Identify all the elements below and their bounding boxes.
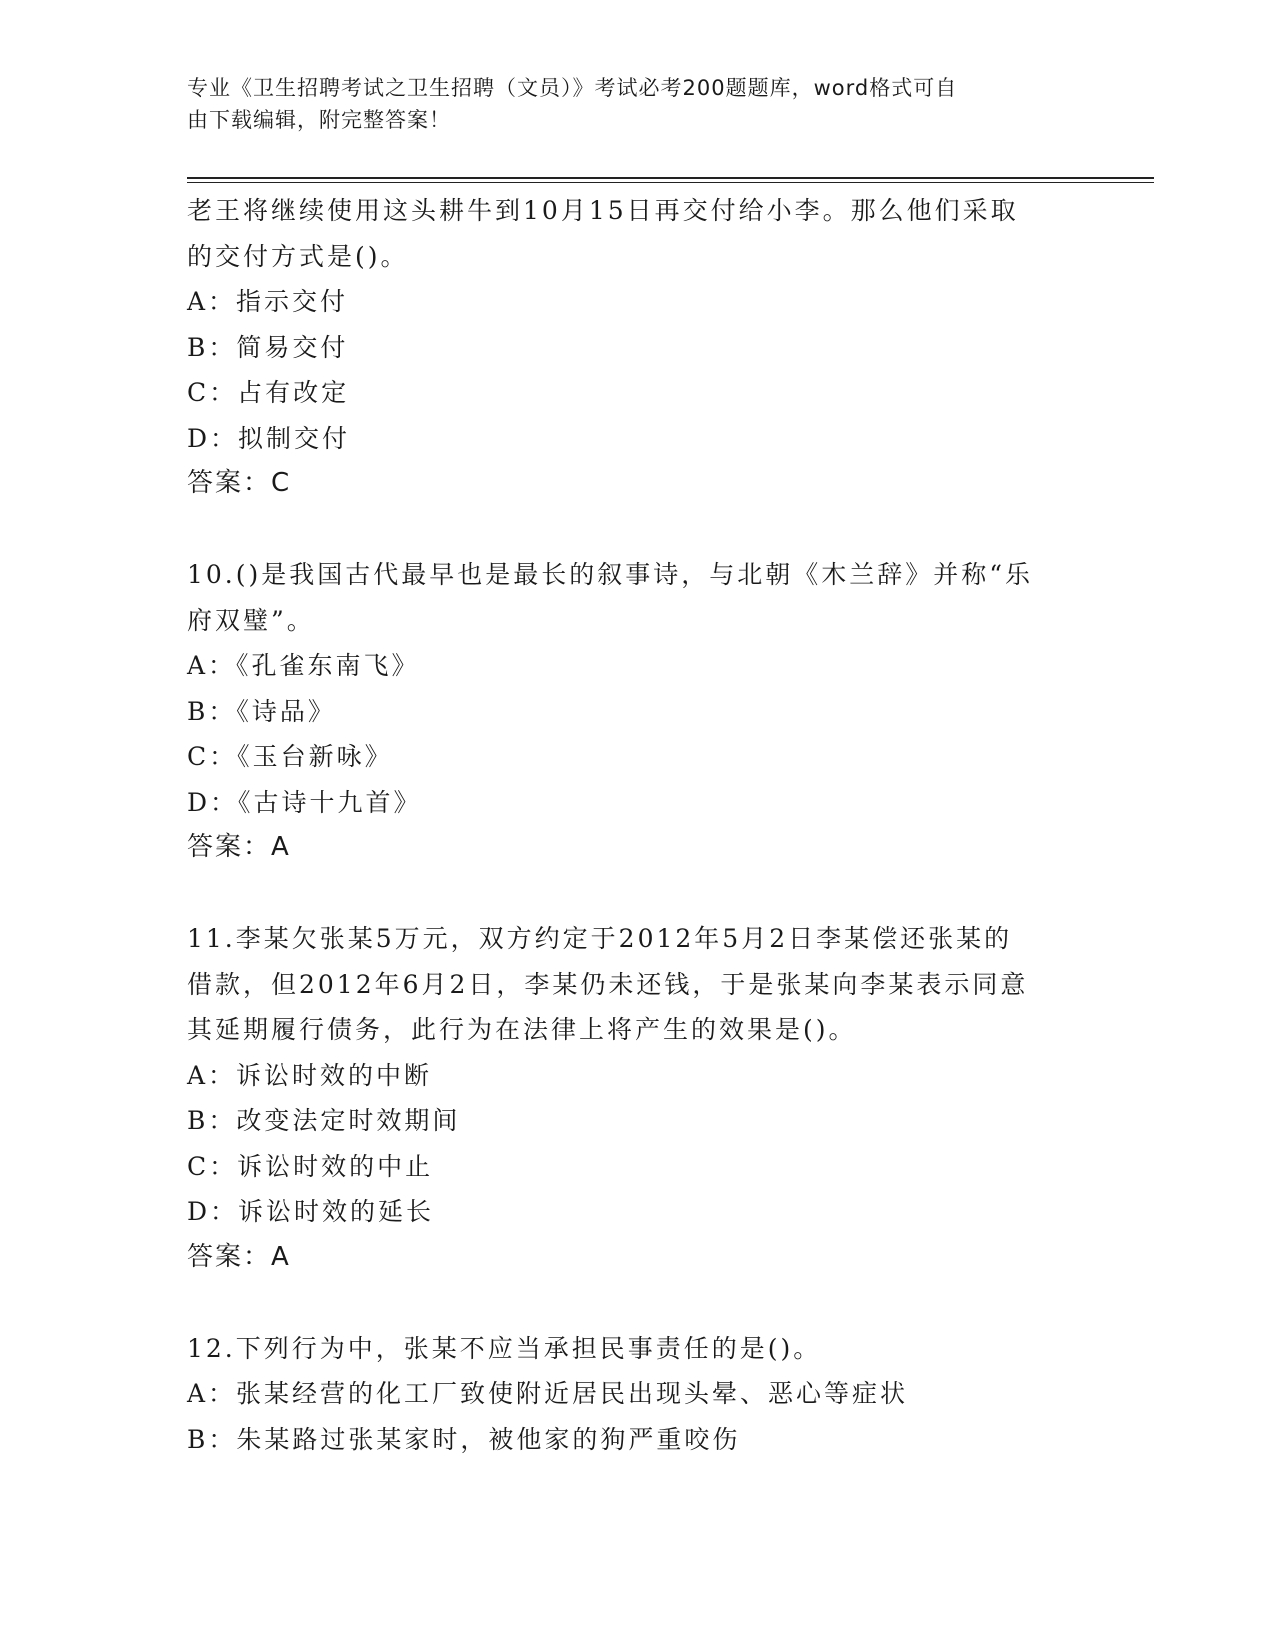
option-c: C：诉讼时效的中止 [187, 1151, 434, 1181]
question-list [187, 188, 1087, 1462]
spacer [187, 871, 1087, 917]
question-stem-line: 11.李某欠张某5万元，双方约定于2012年5月2日李某偿还张某的 [187, 924, 1013, 953]
question-stem-line: 老王将继续使用这头耕牛到10月15日再交付给小李。那么他们采取 [187, 196, 1019, 225]
header-line-2: 由下载编辑，附完整答案！ [187, 108, 451, 132]
question-stem-line: 的交付方式是()。 [187, 241, 409, 271]
question-block-prev [187, 188, 1087, 507]
option-d: D：《古诗十九首》 [187, 787, 422, 817]
header-rule-thick [187, 177, 1154, 179]
spacer [187, 1280, 1087, 1326]
header-rule-thin [187, 182, 1154, 183]
answer-line: 答案：C [187, 468, 292, 498]
option-b: B：简易交付 [187, 332, 349, 362]
option-a: A：《孔雀东南飞》 [187, 651, 420, 680]
answer-line: 答案：A [187, 832, 291, 862]
question-block-12 [187, 1326, 1087, 1463]
question-stem-line: 12.下列行为中，张某不应当承担民事责任的是()。 [187, 1333, 822, 1363]
question-stem-line: 府双璧”。 [187, 605, 315, 635]
option-a: A：诉讼时效的中断 [187, 1060, 433, 1090]
answer-line: 答案：A [187, 1241, 291, 1272]
spacer [187, 507, 1087, 553]
option-a: A：指示交付 [187, 287, 349, 316]
option-b: B：《诗品》 [187, 696, 336, 726]
option-c: C：占有改定 [187, 378, 350, 407]
question-block-11 [187, 916, 1087, 1280]
option-c: C：《玉台新咏》 [187, 742, 393, 771]
option-d: D：诉讼时效的延长 [187, 1197, 435, 1226]
question-stem-line: 10.()是我国古代最早也是最长的叙事诗，与北朝《木兰辞》并称“乐 [187, 560, 1034, 589]
question-block-10 [187, 552, 1087, 871]
option-b: B：改变法定时效期间 [187, 1106, 461, 1135]
document-header [187, 72, 1077, 136]
option-a: A：张某经营的化工厂致使附近居民出现头晕、恶心等症状 [187, 1379, 909, 1408]
option-b: B：朱某路过张某家时，被他家的狗严重咬伤 [187, 1424, 741, 1454]
option-d: D：拟制交付 [187, 423, 351, 453]
header-line-1: 专业《卫生招聘考试之卫生招聘（文员）》考试必考200题题库，word格式可自 [187, 76, 958, 100]
question-stem-line: 借款，但2012年6月2日，李某仍未还钱，于是张某向李某表示同意 [187, 969, 1029, 999]
question-stem-line: 其延期履行债务，此行为在法律上将产生的效果是()。 [187, 1015, 857, 1044]
